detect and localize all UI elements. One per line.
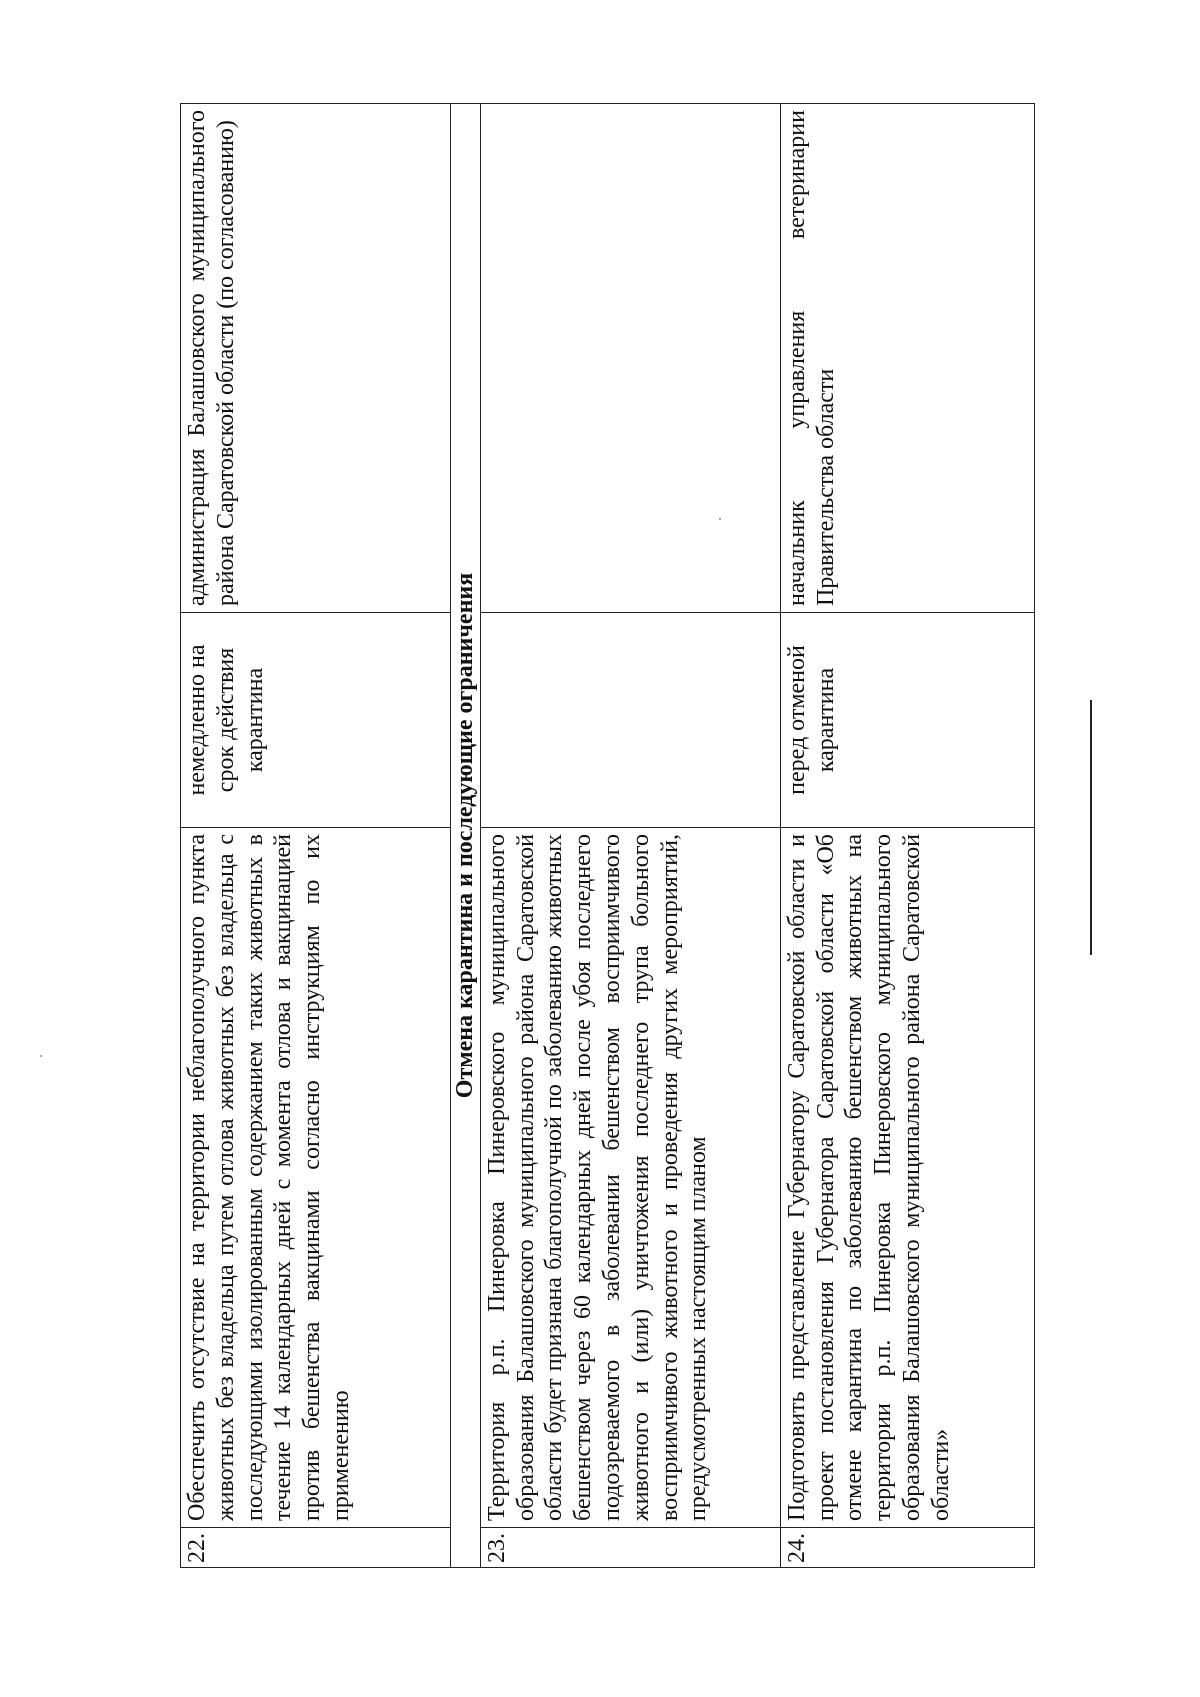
row-action: Обеспечить отсутствие на территории неблагополучного пункта животных без владельца путем отлова животных без владельца с последующими изолированным содержанием таких животных в течение 14 календарных дней с момента отлова и вакцинацией против бешенства вакцинами согласно инструкциям по их применению: [181, 828, 451, 1528]
table-row: [780, 104, 1034, 1568]
row-term: [480, 613, 780, 828]
table-row: [181, 104, 451, 1568]
scan-speck: [40, 1055, 42, 1057]
section-title: Отмена карантина и последующие ограничения: [451, 104, 481, 1568]
measures-table: [180, 103, 1035, 1568]
row-number: 22.: [181, 1528, 451, 1568]
row-term: немедленно на срок действия карантина: [181, 613, 451, 828]
row-responsible: администрация Балашовского муниципального района Саратовской области (по согласованию): [181, 104, 451, 613]
row-number: 24.: [780, 1528, 1034, 1568]
section-header-row: [451, 104, 481, 1568]
scan-speck: [719, 518, 721, 520]
table-row: [480, 104, 780, 1568]
row-responsible: [480, 104, 780, 613]
row-responsible: начальник управления ветеринарии Правительства области: [780, 104, 1034, 613]
row-action: Подготовить представление Губернатору Саратовской области и проект постановления Губернатора Саратовской области «Об отмене карантина по заболеванию бешенством животных на территории р.п. Пинеровка Пинеровского муниципального образования Балашовского муниципального района Саратовской области»: [780, 828, 1034, 1528]
row-term: перед отменой карантина: [780, 613, 1034, 828]
row-number: 23.: [480, 1528, 780, 1568]
row-action: Территория р.п. Пинеровка Пинеровского муниципального образования Балашовского муниципального района Саратовской области будет признана благополучной по заболеванию животных бешенством через 60 календарных дней после убоя последнего подозреваемого в заболевании бешенством восприимчивого животного и (или) уничтожения последнего трупа больного восприимчивого животного и проведения других мероприятий, предусмотренных настоящим планом: [480, 828, 780, 1528]
rotated-table-wrapper: [180, 103, 1035, 1568]
rotated-table-content: [180, 103, 1035, 1568]
end-divider-line: [1090, 700, 1092, 955]
